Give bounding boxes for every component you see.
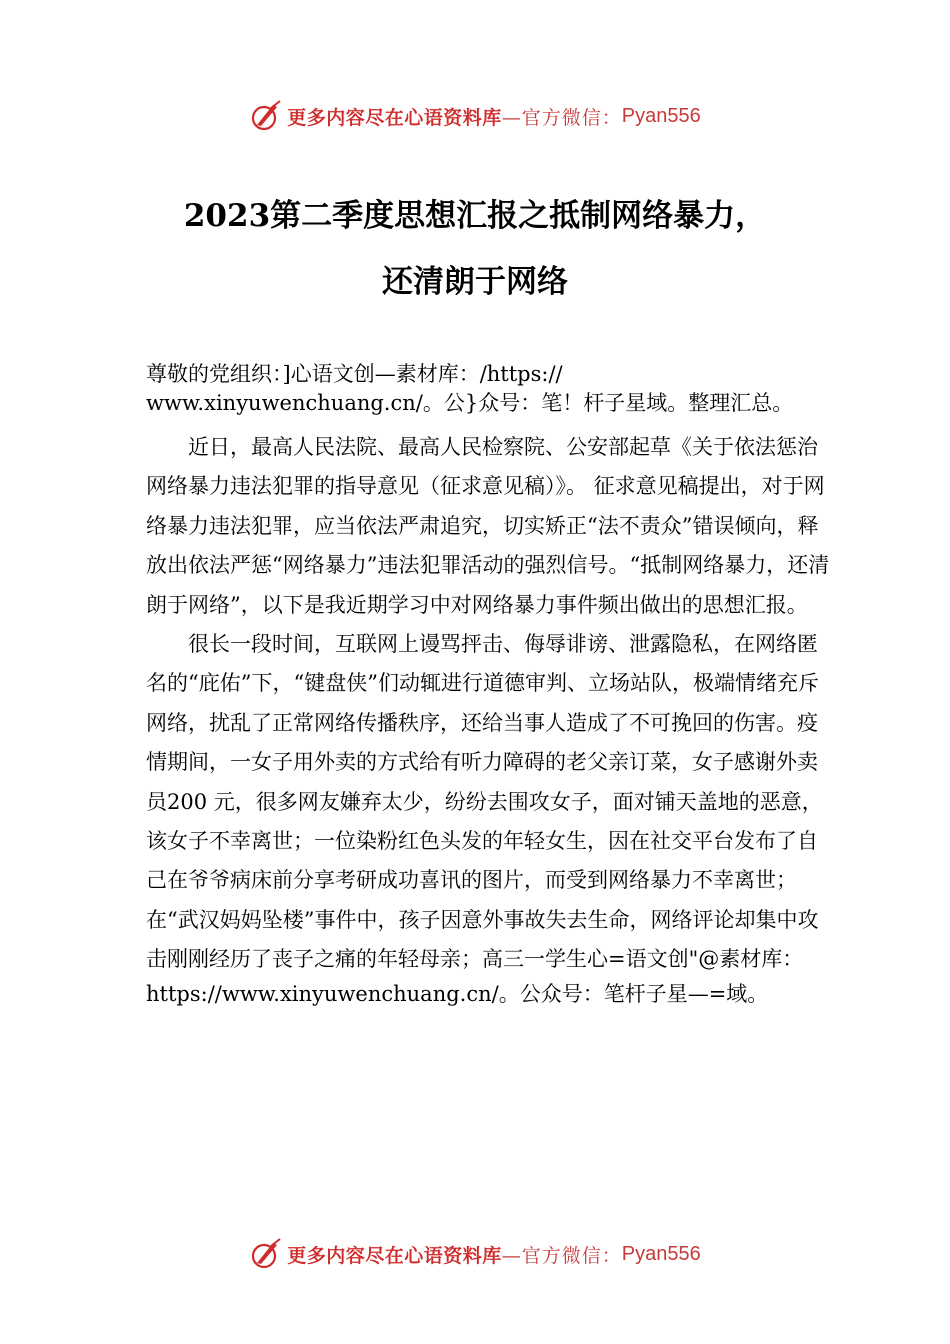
quill-logo-icon <box>249 99 283 133</box>
banner-text-sep: —官方微信： <box>501 1244 622 1267</box>
banner-text-main: 更多内容尽在心语资料库 <box>287 1244 502 1267</box>
paragraph-2: 很长一段时间，互联网上谩骂抨击、侮辱诽谤、泄露隐私，在网络匿名的“庇佑”下，“键盘侠”们动辄进行道德审判、立场站队，极端情绪充斥网络，扰乱了正常网络传播秩序，还给当事人造成了不可挽回的伤害。疫情期间，一女子用外卖的方式给有听力障碍的老父亲订菜，女子感谢外卖员200 元，很多网友嫌弃太少，纷纷去围攻女子，面对铺天盖地的恶意，该女子不幸离世；一位染粉红色头发的年轻女生，因在社交平台发布了自己在爷爷病床前分享考研成功喜讯的图片，而受到网络暴力不幸离世；在“武汉妈妈坠楼”事件中，孩子因意外事故失去生命，网络评论却集中攻击刚刚经历了丧子之痛的年轻母亲；高三一学生心=语文创"@素材库： <box>146 632 823 972</box>
footer-banner <box>0 1234 950 1274</box>
quill-logo-icon <box>249 1237 283 1271</box>
banner-wechat-id: Pyan556 <box>621 1242 701 1265</box>
paragraph-1: 近日，最高人民法院、最高人民检察院、公安部起草《关于依法惩治网络暴力违法犯罪的指导意见（征求意见稿）》。 征求意见稿提出，对于网络暴力违法犯罪，应当依法严肃追究，切实矫正“法不责众”错误倾向，释放出依法严惩“网络暴力”违法犯罪活动的强烈信号。“抵制网络暴力，还清朗于网络”，以下是我近期学习中对网络暴力事件频出做出的思想汇报。 <box>146 435 830 617</box>
banner-wechat-id: Pyan556 <box>621 104 701 127</box>
salutation: 尊敬的党组织：]心语文创—素材库：/https:// www.xinyuwenchuang.cn/。公}众号：笔！杆子星域。整理汇总。 <box>146 362 794 415</box>
header-banner <box>0 96 950 136</box>
page-title-line2: 还清朗于网络 <box>382 264 568 300</box>
document-body <box>146 360 836 1009</box>
page-title-line1: 2023第二季度思想汇报之抵制网络暴力， <box>183 198 767 234</box>
banner-text-sep: —官方微信： <box>501 106 622 129</box>
banner-text-main: 更多内容尽在心语资料库 <box>287 106 502 129</box>
paragraph-tail: https://www.xinyuwenchuang.cn/。公众号：笔杆子星—=域。 <box>146 981 769 1006</box>
